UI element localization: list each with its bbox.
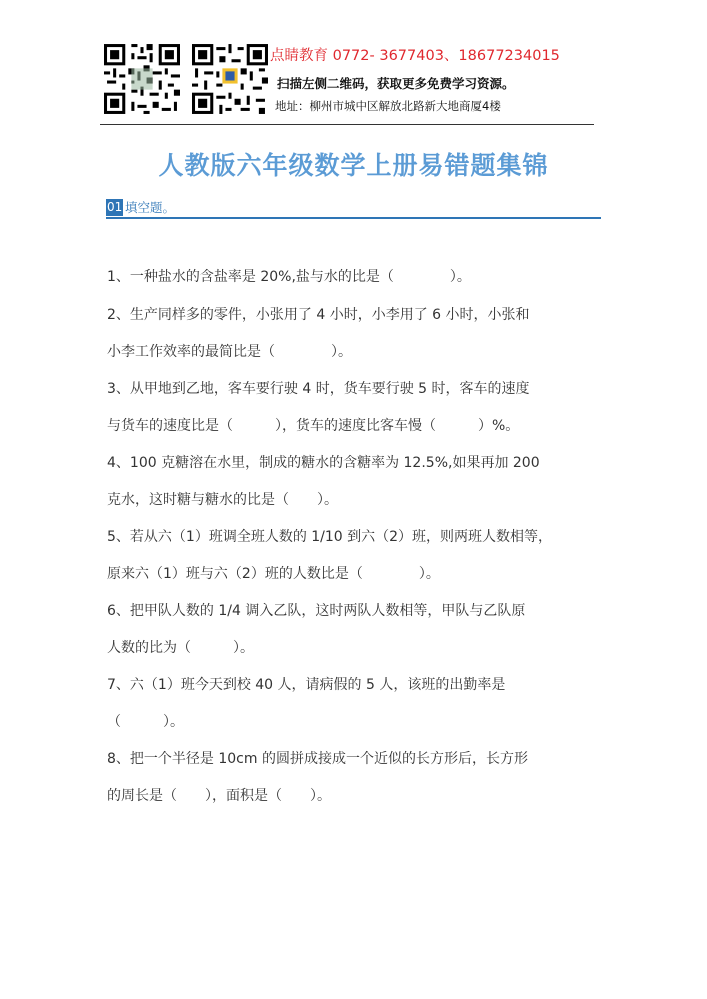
- question-line: 与货车的速度比是（ ），货车的速度比客车慢（ ）%。: [107, 418, 520, 434]
- question-line: 8、把一个半径是 10cm 的圆拼成接成一个近似的长方形后，长方形: [107, 751, 528, 767]
- address-line: 地址：柳州市城中区解放北路新大地商厦4楼: [275, 99, 501, 113]
- question-line: 4、100 克糖溶在水里，制成的糖水的含糖率为 12.5%,如果再加 200: [107, 455, 540, 471]
- section-label: 填空题。: [125, 200, 176, 215]
- question-line: 的周长是（ ），面积是（ ）。: [107, 788, 331, 804]
- question-line: 1、一种盐水的含盐率是 20%,盐与水的比是（ ）。: [107, 269, 471, 285]
- qr-code-icon: [192, 44, 268, 114]
- section-number: 01: [107, 200, 123, 214]
- question-line: 5、若从六（1）班调全班人数的 1/10 到六（2）班，则两班人数相等，: [107, 529, 553, 545]
- question-line: 2、生产同样多的零件，小张用了 4 小时，小李用了 6 小时，小张和: [107, 307, 530, 323]
- page-header: [100, 40, 594, 125]
- question-line: 克水，这时糖与糖水的比是（ ）。: [107, 492, 338, 508]
- question-line: 6、把甲队人数的 1/4 调入乙队，这时两队人数相等，甲队与乙队原: [107, 603, 526, 619]
- question-line: （ ）。: [107, 714, 184, 730]
- brand-contact-line: 点睛教育 0772- 3677403、18677234015: [270, 48, 560, 64]
- question-line: 人数的比为（ ）。: [107, 640, 254, 656]
- question-line: 7、六（1）班今天到校 40 人，请病假的 5 人，该班的出勤率是: [107, 677, 506, 693]
- section-heading: [106, 199, 601, 219]
- question-line: 3、从甲地到乙地，客车要行驶 4 时，货车要行驶 5 时，客车的速度: [107, 381, 530, 397]
- question-line: 小李工作效率的最简比是（ ）。: [107, 344, 352, 360]
- qr-code-icon: [104, 44, 180, 114]
- question-line: 原来六（1）班与六（2）班的人数比是（ ）。: [107, 566, 440, 582]
- scan-instruction: 扫描左侧二维码，获取更多免费学习资源。: [277, 76, 515, 91]
- document-title: 人教版六年级数学上册易错题集锦: [158, 151, 549, 180]
